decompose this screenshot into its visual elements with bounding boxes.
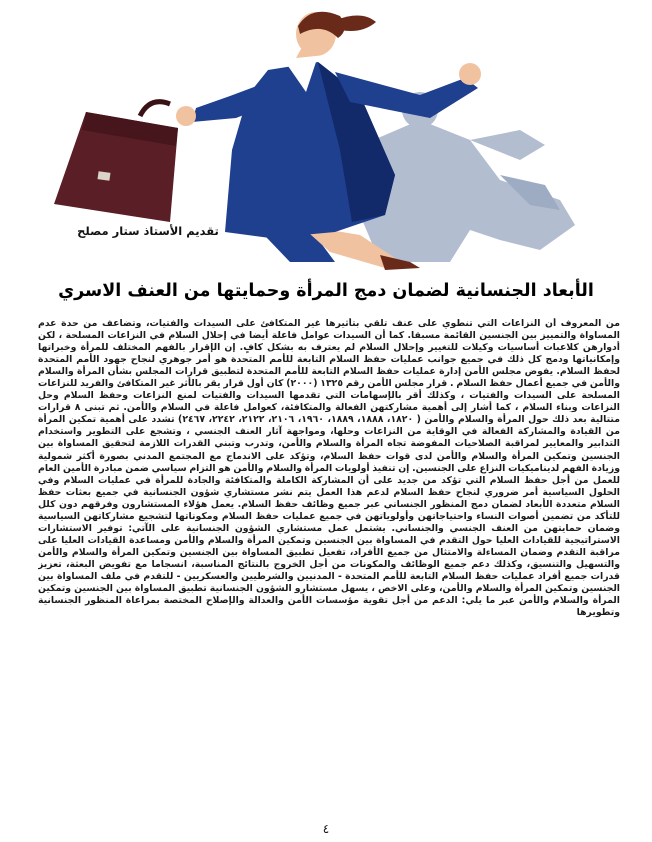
- right-fist: [459, 63, 481, 85]
- article-title: الأبعاد الجنسانية لضمان دمج المرأة وحمايتها من العنف الاسري: [58, 281, 594, 301]
- briefcase-icon: [54, 102, 178, 222]
- head: [296, 12, 376, 58]
- article-body: من المعروف أن النزاعات التي تنطوي على عنف تلقي بتأثيرها غير المتكافئ على السيدات والفتيات، وتضاعف من حدة عدم المساواة والتمييز بين الجنسين القائمة مسبقا. كما أن السيدات عوامل فاعلة أيضا في إحلال السلام في النزاعات المسلحة ، لكن أدوارهن كلاعبات أساسيات وكيلات للتغيير وإحلال السلام لم يعترف به بشكل كافٍ. إن الإقرار بالفهم المختلف للمرأة وخبراتها وإمكانياتها ودمج كل ذلك في جميع جوانب عمليات حفظ السلام التابعة للأمم المتحدة هو أمر جوهري لنجاح جهود الأمم المتحدة لحفظ السلام. يفوض مجلس الأمن إدارة عمليات حفظ السلام التابعة للأمم المتحدة لتطبيق قرارات المجلس بشأن المرأة والسلام والأمن في جميع أعمال حفظ السلام . قرار مجلس الأمن رقم ١٣٢٥ (٢٠٠٠) كان أول قرار يقر بالأثر غير المتكافئ والفريد للنزاعات المسلحة على السيدات والفتيات ، وكذلك أقر بالإسهامات التي تقدمها السيدات والفتيات لمنع النزاعات وحفظ السلام وحل النزاعات وبناء السلام ، كما أشار إلى أهمية مشاركتهن الفعالة والمتكافئة، كعوامل فاعلة في السلام والأمن. ثم تبنى ٨ قرارات متتالية بعد ذلك حول المرأة والسلام والأمن ( ١٨٢٠، ١٨٨٨، ١٨٨٩، ١٩٦٠، ٢١٠٦، ٢١٢٢، ٢٢٤٢، ٢٤٦٧) تشدد على أهمية تمكين المرأة من القيادة والمشاركة الفعالة في الوقاية من النزاعات وحلها، ومواجهة آثار العنف الجنسي ، وتشجع على التطوير واستخدام التدابير والمعايير لمراقبة الصلاحيات المفوضة تجاه المرأة والسلام والأمن، وتدرب وتبني القدرات اللازمة لتحقيق المساواة بين الجنسين وتمكين المرأة والسلام والأمن لدى قوات حفظ السلام، وتؤكد على الاندماج مع المجتمع المدني بصورة أكثر شمولية وزيادة الفهم لديناميكيات النزاع على الجنسين. إن تنفيذ أولويات المرأة والسلام والأمن هو التزام سياسي ضمن مبادرة الأمين العام للعمل من أجل حفظ السلام التي تؤكد من جديد على أن المشاركة الكاملة والمتكافئة والجادة للمرأة في عمليات السلام وفي الحلول السياسية أمر ضروري لنجاح حفظ السلام لدعم هذا العمل يتم نشر مستشاري شؤون الجنسانية في جميع بعثات حفظ السلام متعددة الأبعاد لضمان دمج المنظور الجنساني عبر جميع وظائف حفظ السلام. يعمل هؤلاء المستشارون وفرقهم دون كلل للتأكد من تضمين أصوات النساء واحتياجاتهن وأولوياتهن في جميع عمليات حفظ السلام ومكوناتها لتشجيع مشاركاتهن السياسية وضمان حمايتهن من العنف الجنسي والجنساني. يشتمل عمل مستشاري الشؤون الجنسانية على الآتي: توفير الاستشارات الاستراتيجية للقيادات العليا حول التقدم في المساواة بين الجنسين وتمكين المرأة والسلام والأمن ومساعدة القيادات العليا على مراقبة التقدم وضمان المساءلة والامتثال من جميع الأفراد، تفعيل تطبيق المساواة بين الجنسين وتمكين المرأة والسلام والأمن والتسهيل والتنسيق، وكذلك دعم جميع الوظائف والمكونات من أجل الخروج بالنتائج المناسبة، انسجاما مع تفويض البعثة، تعزيز قدرات جميع أفراد عمليات حفظ السلام التابعة للأمم المتحدة - المدنيين والشرطيين والعسكريين - للتقدم في ملف المساواة بين الجنسين وتمكين المرأة والسلام والأمن، وعلى الاخص ، يسهل مستشارو الشؤون الجنسانية تطبيق المساواة بين الجنسين وتمكين المرأة والسلام والأمن عبر ما يلي: الدعم من أجل تقوية مؤسسات الأمن والعدالة والإصلاح المختصة بمراعاة المنظور الجنسانية وتطويرها: [38, 318, 620, 619]
- left-hand: [176, 106, 196, 126]
- woman-running-with-briefcase-illustration: [0, 0, 652, 280]
- author-credit: تقديم الأستاذ ستار مصلح: [77, 224, 219, 238]
- page-number: ٤: [322, 822, 330, 836]
